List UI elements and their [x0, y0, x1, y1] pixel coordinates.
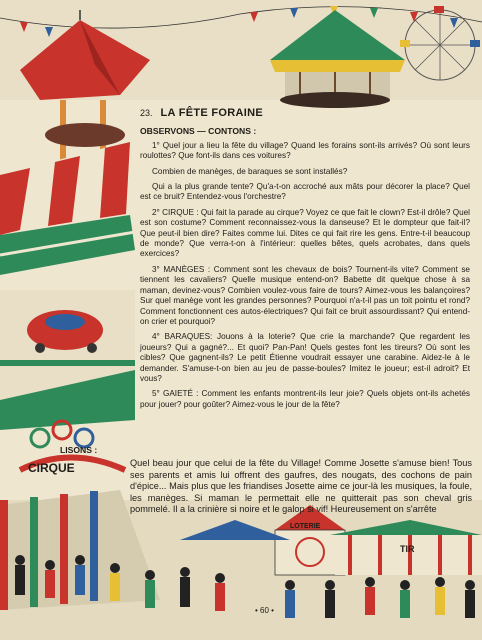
section-observons: OBSERVONS — CONTONS : [140, 126, 257, 137]
paragraph-1: 1° Quel jour a lieu la fête du village? Quand les forains sont-ils arrivés? Où sont leurs roulottes? Que font-ils dans ces voitures? [140, 140, 470, 161]
paragraph-cirque: 2° CIRQUE : Qui fait la parade au cirque? Voyez ce que fait le clown? Est-il drôle? Quel est son costume? Comment reconnaissez-vous la danseuse? Et le dompteur que fait-il? Que peut-il bien dire? Faites comme lui. Dites ce qui fait rire les gens. Entre-t-il beaucoup de monde? Que verra-t-on à l'intérieur: quelles bêtes, quels acrobates, dans quels exercices? [140, 207, 470, 259]
lesson-heading [140, 108, 470, 118]
section-lisons: LISONS : [60, 445, 98, 455]
lesson-number: 23. [140, 108, 153, 118]
paragraph-baraques: 4° BARAQUES: Jouons à la loterie? Que crie la marchande? Que regardent les joueurs? Qui a gagné?... Et quoi? Pan-Pan! Quels gestes font les tireurs? Où sont les cibles? Que gagnent-ils? Le petit Étienne voudrait essayer une carabine. Aidez-le à le demander. S'amuse-t-on bien au jeu de passe-boules? Imitez le joueur; est-il adroit? Et vous? [140, 332, 470, 383]
bumper-cars [0, 290, 135, 430]
cirque-sign-text: CIRQUE [28, 461, 75, 475]
paragraph-gaiete: 5° GAIETÉ : Comment les enfants montrent-ils leur joie? Quels objets ont-ils achetés pour jouer? pour goûter? Aimez-vous le jour de la fête? [140, 389, 470, 409]
reading-passage: Quel beau jour que celui de la fête du Village! Comme Josette s'amuse bien! Tous ses parents et amis lui offrent des gaufres, des nougats, des cochons de pain d'épice... Mais plus que les friandises Josette aime ce jour-là les musiques, la foule, les manèges. Si maman le permettait elle ne quitterait pas son cheval gris pommelé. Il a la crinière si noire et le galop si vif! Heureusement on s'arrête [130, 458, 472, 515]
paragraph-1b: Combien de manèges, de baraques se sont installés? [152, 166, 348, 176]
loterie-sign-text: LOTERIE [290, 523, 321, 530]
lesson-title: LA FÊTE FORAINE [160, 107, 263, 119]
paragraph-1c: Qui a la plus grande tente? Qu'a-t-on accroché aux mâts pour décorer la place? Quel est ce bruit? Entendez-vous l'orchestre? [140, 182, 470, 202]
paragraph-maneges: 3° MANÈGES : Comment sont les chevaux de bois? Tournent-ils vite? Comment se tiennent les cavaliers? Quelle musique entend-on? Babette dit quelque chose à sa maman, devinez-vous? Combien voulez-vous faire de tours? Aimez-vous les balançoires? Sur quel manège vont les grandes personnes? Pourquoi n'a-t-il pas un toit pointu et rond? Comment fonctionnent ces autos-électriques? Qui fait ce bruit assourdissant? Qui entend-on crier et pourquoi? [140, 264, 470, 326]
page-number: • 60 • [255, 606, 274, 615]
tir-sign-text: TIR [400, 544, 415, 554]
lesson-text [140, 108, 470, 415]
striped-tent-left [0, 140, 135, 275]
